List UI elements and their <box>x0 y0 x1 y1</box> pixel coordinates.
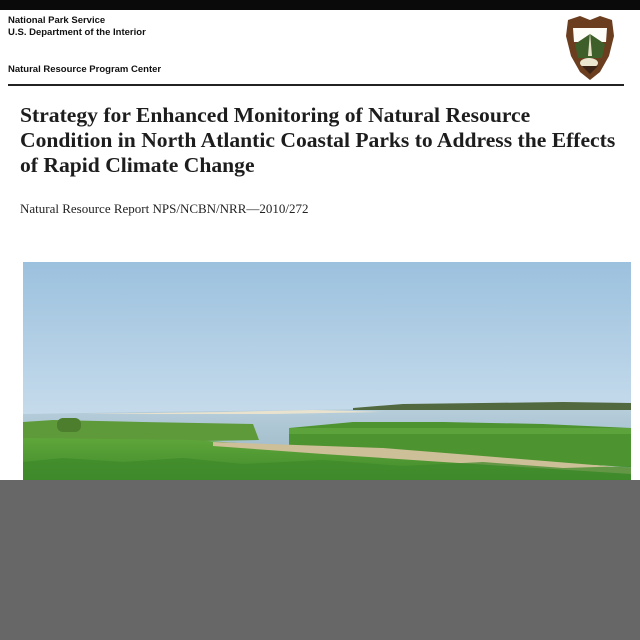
bottom-overlay-band <box>0 480 640 640</box>
coastal-marsh-photo <box>23 262 631 480</box>
report-number: Natural Resource Report NPS/NCBN/NRR—2010/272 <box>20 201 309 216</box>
header-divider <box>8 84 624 86</box>
department-name: U.S. Department of the Interior <box>8 27 146 38</box>
agency-block <box>8 15 146 39</box>
program-name: Natural Resource Program Center <box>8 64 162 75</box>
agency-name: National Park Service <box>8 15 106 26</box>
report-title: Strategy for Enhanced Monitoring of Natural Resource Condition in North Atlantic Coastal Parks to Address the Effects of Rapid Climate Change <box>20 103 616 177</box>
top-bar <box>0 0 640 10</box>
nps-arrowhead-icon <box>562 14 618 82</box>
